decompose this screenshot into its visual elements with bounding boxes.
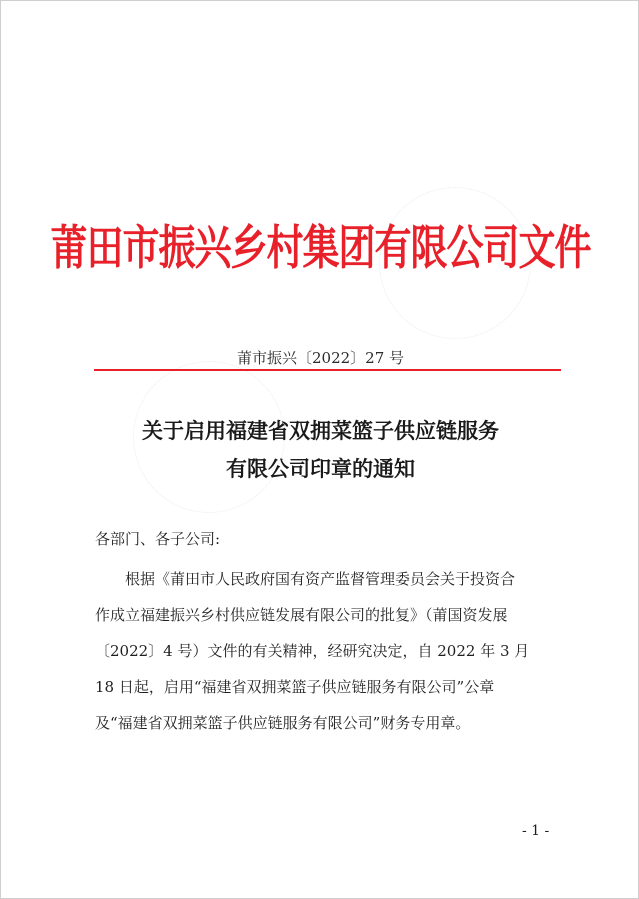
- body-line: 作成立福建振兴乡村供应链发展有限公司的批复》（莆国资发展: [95, 606, 508, 624]
- org-header-title: 莆田市振兴乡村集团有限公司文件: [50, 220, 591, 276]
- body-line: 及“福建省双拥菜篮子供应链服务有限公司”财务专用章。: [95, 714, 471, 732]
- page-number: - 1 -: [522, 823, 550, 839]
- document-number: 莆市振兴〔2022〕27 号: [236, 349, 405, 367]
- red-divider-line: [94, 369, 561, 371]
- document-title-line-1: 关于启用福建省双拥菜篮子供应链服务: [142, 418, 499, 443]
- document-title-line-2: 有限公司印章的通知: [226, 456, 415, 481]
- body-line: 18 日起，启用“福建省双拥菜篮子供应链服务有限公司”公章: [95, 678, 495, 696]
- body-line: 根据《莆田市人民政府国有资产监督管理委员会关于投资合: [125, 570, 516, 588]
- body-line: 〔2022〕4 号）文件的有关精神，经研究决定，自 2022 年 3 月: [95, 642, 530, 660]
- salutation: 各部门、各子公司:: [95, 530, 221, 548]
